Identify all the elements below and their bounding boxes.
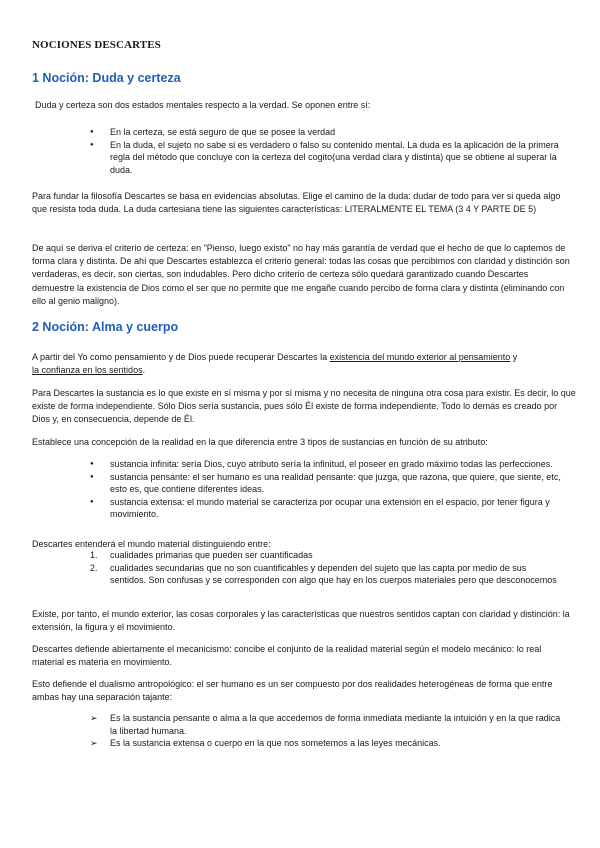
underlined-phrase-sentidos: la confianza en los sentidos (32, 365, 143, 376)
list-item: ● En la certeza, se está seguro de que se posee la verdad (90, 126, 568, 139)
list-item: ● En la duda, el sujeto no sabe si es verdadero o falso su contenido mental. La duda es la aplicación de la primera regla del método que concluye con la certeza del cogito(una verdad clara y distinta) que se obtiene al superar la duda. (90, 139, 568, 177)
list-item: ● sustancia infinita: sería Dios, cuyo atributo sería la infinitud, el poseer en grado máximo todas las perfecciones. (90, 458, 572, 471)
section-1-bullet-list (90, 126, 568, 176)
section-2-paragraph-mecanicismo: Descartes defiende abiertamente el mecanicismo: concibe el conjunto de la realidad material según el modelo mecánico: lo real material es materia en movimiento. (32, 644, 542, 668)
section-1-paragraph-criterio: De aquí se deriva el criterio de certeza: en "Pienso, luego existo" no hay más garantía de verdad que el hecho de que lo captemos de forma clara y distinta. De ahí que Descartes establezca el criterio general: todas las cosas que percibimos con claridad y distinción son verdaderas, es decir, son ciertas, son indudables. Pero dicho criterio de certeza sólo quedará garantizado cuando Descartes demuestre la existencia de Dios como el ser que no permite que me engañe cuando percibo de forma clara y distinta (eliminando con ello al genio maligno). (32, 243, 570, 306)
underlined-phrase-mundo-exterior: existencia del mundo exterior al pensamiento (329, 352, 511, 362)
sustancia-types-list (90, 458, 572, 521)
section-2-heading: 2 Noción: Alma y cuerpo (32, 320, 179, 334)
list-item: ● sustancia pensante: el ser humano es una realidad pensante: que juzga, que razona, que quiere, que siente, etc, esto es, que contiene diferentes ideas. (90, 471, 572, 496)
dualismo-list (90, 712, 568, 750)
section-1-heading: 1 Noción: Duda y certeza (32, 71, 181, 85)
section-1-paragraph-fundar: Para fundar la filosofía Descartes se basa en evidencias absolutas. Elige el camino de la duda: dudar de todo para ver si queda algo que resista toda duda. La duda cartesiana tiene las siguientes características: LITERALMENTE EL TEMA (3 4 Y PARTE DE 5) (32, 191, 561, 215)
list-item: 2. cualidades secundarias que no son cuantificables y dependen del sujeto que las capta por medio de sus sentidos. Son confusas y se corresponden con algo que hay en los cuerpos materiales pero que desconocemos (90, 562, 557, 585)
document-title: NOCIONES DESCARTES (32, 39, 161, 51)
list-number: 2. (90, 562, 98, 573)
arrow-bullet-icon: ➢ (90, 713, 98, 723)
list-item: 1. cualidades primarias que pueden ser cuantificadas (90, 550, 313, 560)
section-2-paragraph-sustancia: Para Descartes la sustancia es lo que existe en sí misma y por sí misma y no necesita de ninguna otra cosa para existir. Es decir, lo que existe de forma independiente. Sólo Dios sería sustancia, pues sólo Él existe de forma independiente. Todo lo demás es creado por Dios y, en consecuencia, depende de Él. (32, 388, 576, 425)
section-2-paragraph-material: Descartes entenderá el mundo material distinguiendo entre: (32, 539, 271, 549)
list-item: ➢ Es la sustancia extensa o cuerpo en la que nos sometemos a las leyes mecánicas. (90, 738, 441, 748)
cualidades-list (90, 549, 562, 587)
list-item: ● sustancia extensa: el mundo material se caracteriza por ocupar una extensión en el espacio, por tener figura y movimiento. (90, 496, 572, 521)
arrow-bullet-icon: ➢ (90, 738, 98, 748)
section-2-paragraph-existe: Existe, por tanto, el mundo exterior, las cosas corporales y las características que nuestros sentidos captan con claridad y distinción: la extensión, la figura y el movimiento. (32, 609, 570, 633)
section-2-paragraph-dualismo: Esto defiende el dualismo antropológico: el ser humano es un ser compuesto por dos realidades heterogéneas de forma que entre ambas hay una separación tajante: (32, 679, 553, 703)
section-2-paragraph-tipos: Establece una concepción de la realidad en la que diferencia entre 3 tipos de sustancias en función de su atributo: (32, 437, 488, 447)
section-2-intro: A partir del Yo como pensamiento y de Dios puede recuperar Descartes la existencia del mundo exterior al pensamiento y la confianza en los sentidos. (32, 352, 518, 376)
section-1-intro: Duda y certeza son dos estados mentales respecto a la verdad. Se oponen entre sí: (35, 100, 371, 110)
list-number: 1. (90, 550, 98, 560)
list-item: ➢ Es la sustancia pensante o alma a la que accedemos de forma inmediata mediante la intuición y en la que radica la libertad humana. (90, 713, 561, 736)
